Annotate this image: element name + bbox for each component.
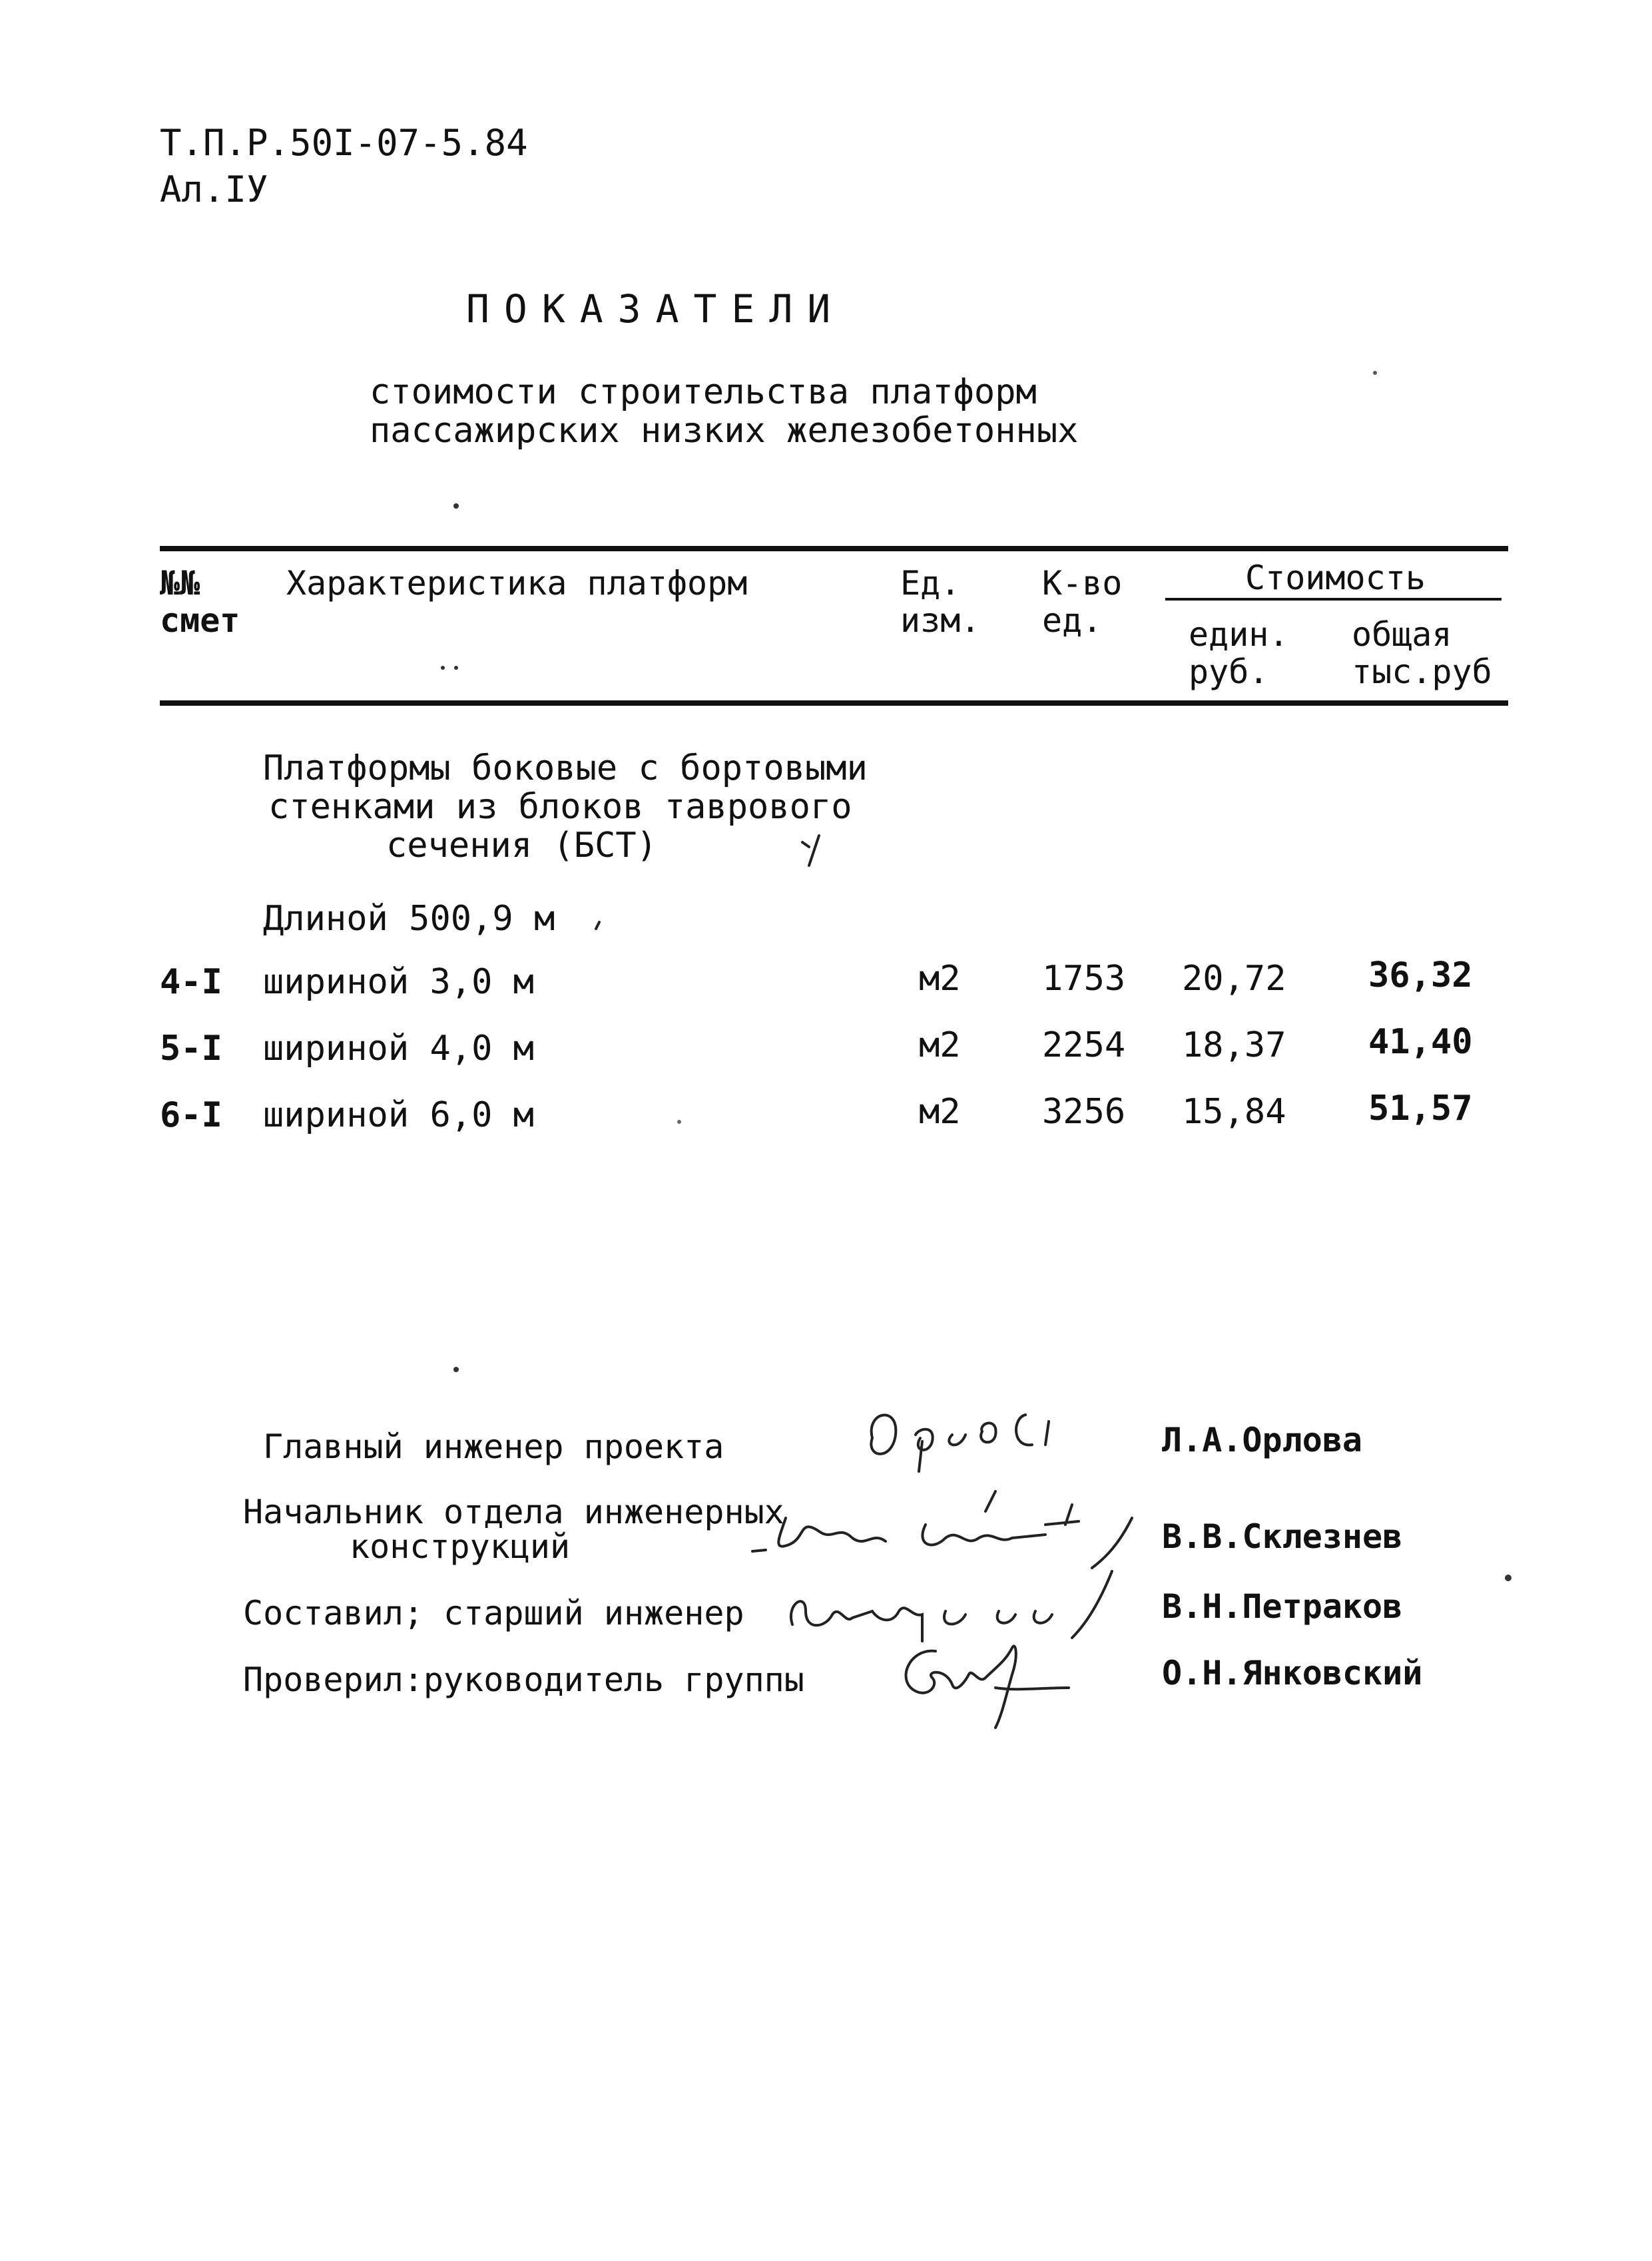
col-header-total-cost-line1: общая [1352, 615, 1452, 654]
col-header-total-cost [1352, 616, 1492, 690]
signature-role-2-line1: Начальник отдела инженерных [243, 1493, 784, 1531]
handwritten-signature-4 [889, 1634, 1102, 1734]
group-label: Длиной 500,9 м [263, 899, 555, 939]
signature-role-4: Проверил:руководитель группы [243, 1660, 804, 1699]
row-2-qty: 2254 [1042, 1025, 1126, 1065]
row-3-total: 51,57 [1368, 1089, 1473, 1129]
col-header-unit-line2: изм. [900, 601, 981, 640]
cost-header-rule [1165, 598, 1502, 601]
col-header-num-line2: смет [160, 601, 240, 640]
sheet-number: Ал.IУ [160, 168, 268, 210]
col-header-unit-line1: Ед. [900, 564, 961, 603]
page-title: ПОКАЗАТЕЛИ [466, 286, 846, 332]
row-1-unit: м2 [919, 959, 961, 999]
row-3-unit: м2 [919, 1092, 961, 1132]
col-header-total-cost-line2: тыс.руб [1352, 652, 1492, 691]
handwritten-signature-3 [779, 1565, 1152, 1644]
signature-name-1: Л.А.Орлова [1162, 1421, 1363, 1459]
col-header-num-line1: №№ [160, 564, 200, 603]
table-header-rule [160, 700, 1508, 706]
signature-role-2-line2: конструкций [350, 1527, 571, 1566]
col-header-qty [1042, 565, 1122, 639]
subtitle-line-1: стоимости строительства платформ [370, 372, 1037, 412]
section-line-1: Платформы боковые с бортовыми [263, 748, 868, 788]
row-2-desc: шириной 4,0 м [263, 1029, 534, 1069]
row-1-num: 4-I [160, 962, 222, 1002]
section-line-3: сечения (БСТ) [386, 826, 657, 866]
col-header-qty-line1: К-во [1042, 564, 1123, 603]
row-1-total: 36,32 [1368, 955, 1473, 995]
col-header-num [160, 565, 240, 639]
signature-name-2: В.В.Склезнев [1162, 1517, 1403, 1556]
col-header-qty-line2: ед. [1042, 601, 1103, 640]
row-2-total: 41,40 [1368, 1022, 1473, 1062]
row-2-unit: м2 [919, 1025, 961, 1065]
document-code [160, 120, 528, 213]
table-top-rule [160, 546, 1508, 551]
signature-name-4: О.Н.Янковский [1162, 1654, 1423, 1692]
subtitle-line-2: пассажирских низких железобетонных [370, 411, 1079, 451]
signature-role-1: Главный инженер проекта [263, 1427, 724, 1466]
section-description [263, 749, 868, 865]
signature-name-3: В.Н.Петраков [1162, 1587, 1403, 1626]
col-header-characteristic: Характеристика платформ [286, 564, 748, 603]
signature-role-2 [243, 1495, 784, 1564]
row-1-desc: шириной 3,0 м [263, 962, 534, 1002]
handwritten-signature-2 [732, 1478, 1145, 1571]
doc-code-text: Т.П.Р.50I-07-5.84 [160, 122, 528, 164]
section-line-2: стенками из блоков таврового [268, 787, 852, 827]
col-header-unit [900, 565, 980, 639]
row-3-desc: шириной 6,0 м [263, 1095, 534, 1135]
signature-role-3: Составил; старший инженер [243, 1594, 744, 1633]
row-3-qty: 3256 [1042, 1092, 1126, 1132]
row-3-unit-cost: 15,84 [1182, 1092, 1286, 1132]
col-header-unit-cost [1189, 616, 1289, 690]
page-subtitle [370, 373, 1078, 450]
row-1-unit-cost: 20,72 [1182, 959, 1286, 999]
col-header-cost: Стоимость [1245, 559, 1426, 597]
col-header-unit-cost-line1: един. [1189, 615, 1289, 654]
row-2-num: 5-I [160, 1029, 222, 1069]
handwritten-signature-1 [859, 1398, 1125, 1471]
col-header-unit-cost-line2: руб. [1189, 652, 1269, 691]
row-1-qty: 1753 [1042, 959, 1126, 999]
row-3-num: 6-I [160, 1095, 222, 1135]
row-2-unit-cost: 18,37 [1182, 1025, 1286, 1065]
